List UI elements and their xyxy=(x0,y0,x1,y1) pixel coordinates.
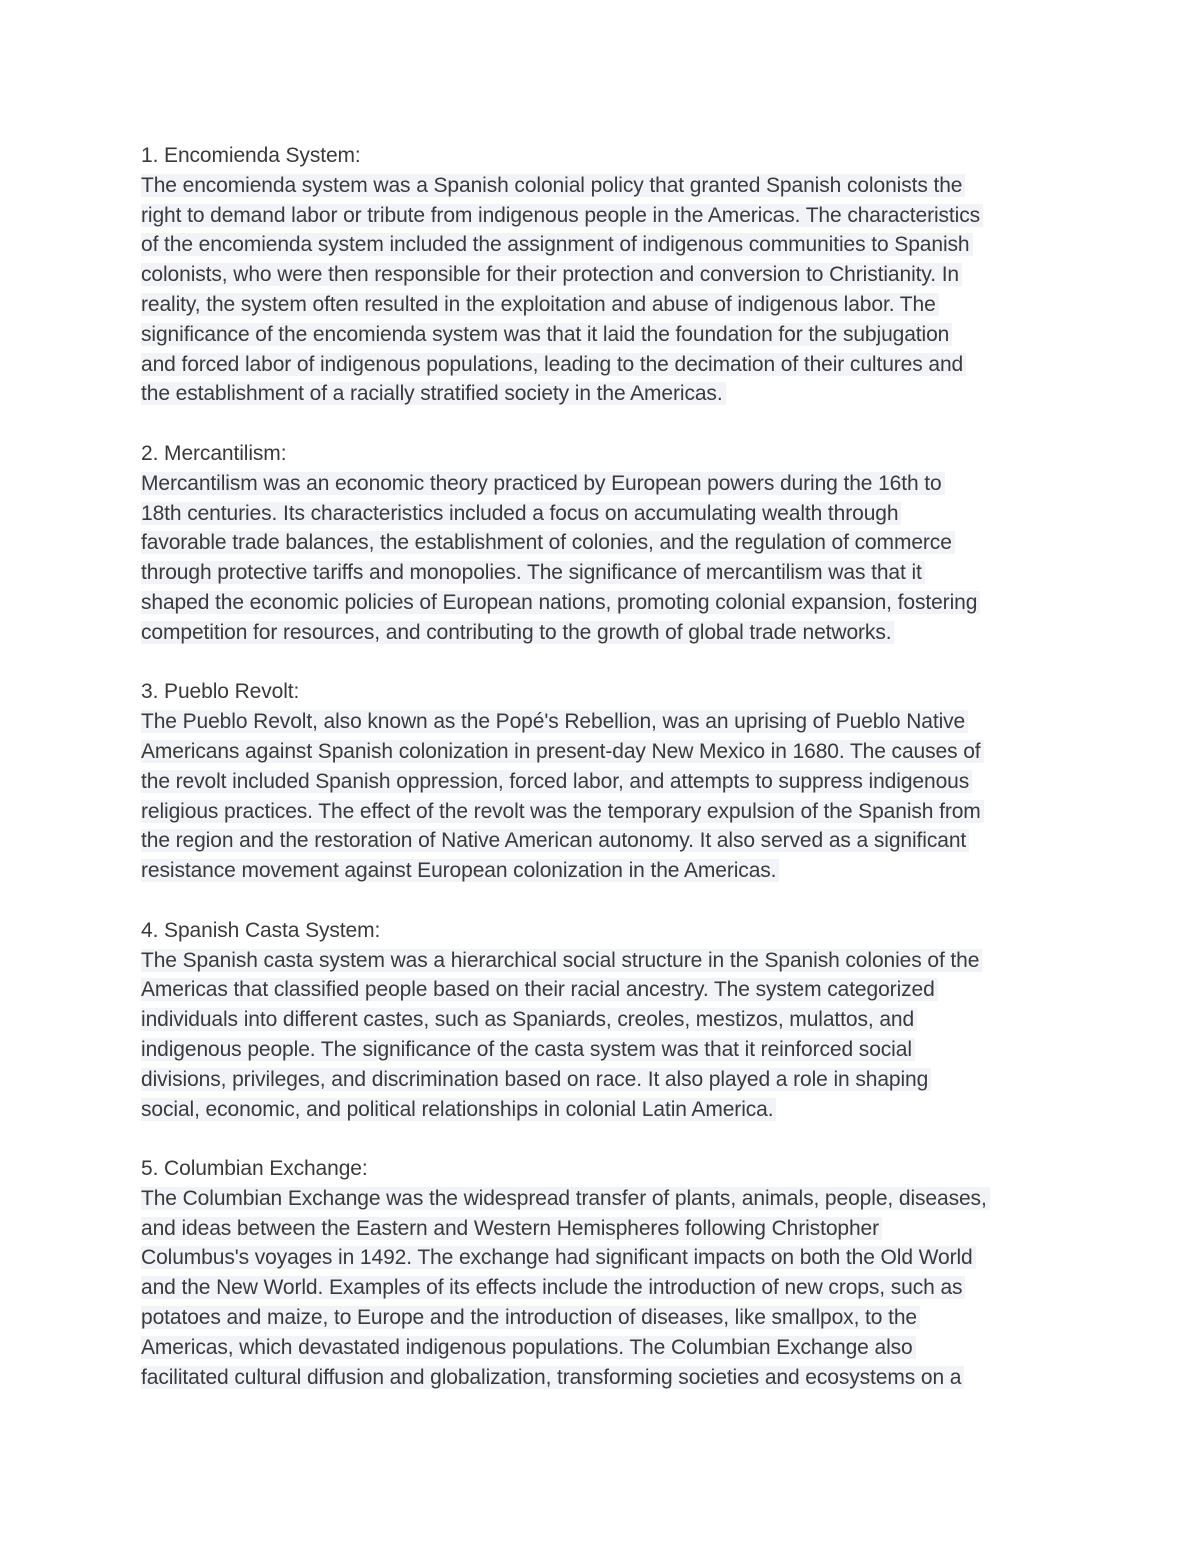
paragraph-line: individuals into different castes, such as Spaniards, creoles, mestizos, mulattos, and xyxy=(141,1005,1071,1035)
paragraph-line: and forced labor of indigenous populations, leading to the decimation of their cultures and xyxy=(141,350,1071,380)
paragraph-line: social, economic, and political relationships in colonial Latin America. xyxy=(141,1095,1071,1125)
paragraph-line: shaped the economic policies of European nations, promoting colonial expansion, fostering xyxy=(141,588,1071,618)
section-heading: 2. Mercantilism: xyxy=(141,441,287,465)
section-heading: 5. Columbian Exchange: xyxy=(141,1157,368,1181)
section-casta-system xyxy=(141,916,1071,1125)
document-page xyxy=(141,141,1071,1422)
paragraph-line: the region and the restoration of Native American autonomy. It also served as a significant xyxy=(141,826,1071,856)
paragraph-line: 18th centuries. Its characteristics included a focus on accumulating wealth through xyxy=(141,499,1071,529)
section-columbian-exchange xyxy=(141,1154,1071,1392)
paragraph-line: reality, the system often resulted in the exploitation and abuse of indigenous labor. The xyxy=(141,290,1071,320)
paragraph-line: colonists, who were then responsible for their protection and conversion to Christianity. In xyxy=(141,260,1071,290)
section-heading: 1. Encomienda System: xyxy=(141,144,361,167)
paragraph-line: of the encomienda system included the assignment of indigenous communities to Spanish xyxy=(141,230,1071,260)
paragraph-line: indigenous people. The significance of the casta system was that it reinforced social xyxy=(141,1035,1071,1065)
paragraph-line: competition for resources, and contributing to the growth of global trade networks. xyxy=(141,618,1071,648)
paragraph-line: The encomienda system was a Spanish colonial policy that granted Spanish colonists the xyxy=(141,171,1071,201)
paragraph-line: The Spanish casta system was a hierarchical social structure in the Spanish colonies of the xyxy=(141,946,1071,976)
paragraph-line: Americans against Spanish colonization in present-day New Mexico in 1680. The causes of xyxy=(141,737,1071,767)
paragraph-line: and ideas between the Eastern and Western Hemispheres following Christopher xyxy=(141,1214,1071,1244)
paragraph-line: potatoes and maize, to Europe and the introduction of diseases, like smallpox, to the xyxy=(141,1303,1071,1333)
paragraph-line: right to demand labor or tribute from indigenous people in the Americas. The characteristics xyxy=(141,201,1071,231)
section-mercantilism xyxy=(141,439,1071,648)
paragraph-line: resistance movement against European colonization in the Americas. xyxy=(141,856,1071,886)
paragraph-line: the establishment of a racially stratified society in the Americas. xyxy=(141,379,1071,409)
section-encomienda xyxy=(141,141,1071,409)
paragraph-line: The Columbian Exchange was the widespread transfer of plants, animals, people, diseases, xyxy=(141,1184,1071,1214)
paragraph-line: Mercantilism was an economic theory practiced by European powers during the 16th to xyxy=(141,469,1071,499)
section-heading: 3. Pueblo Revolt: xyxy=(141,680,300,704)
paragraph-line: through protective tariffs and monopolies. The significance of mercantilism was that it xyxy=(141,558,1071,588)
paragraph-line: and the New World. Examples of its effects include the introduction of new crops, such as xyxy=(141,1273,1071,1303)
paragraph-line: divisions, privileges, and discrimination based on race. It also played a role in shaping xyxy=(141,1065,1071,1095)
section-heading: 4. Spanish Casta System: xyxy=(141,918,381,942)
paragraph-line: favorable trade balances, the establishment of colonies, and the regulation of commerce xyxy=(141,528,1071,558)
paragraph-line: Americas, which devastated indigenous populations. The Columbian Exchange also xyxy=(141,1333,1071,1363)
paragraph-line: Columbus's voyages in 1492. The exchange had significant impacts on both the Old World xyxy=(141,1243,1071,1273)
paragraph-line: facilitated cultural diffusion and globalization, transforming societies and ecosystems on a xyxy=(141,1363,1071,1393)
paragraph-line: the revolt included Spanish oppression, forced labor, and attempts to suppress indigenous xyxy=(141,767,1071,797)
paragraph-line: The Pueblo Revolt, also known as the Popé's Rebellion, was an uprising of Pueblo Native xyxy=(141,707,1071,737)
section-pueblo-revolt xyxy=(141,677,1071,886)
paragraph-line: Americas that classified people based on their racial ancestry. The system categorized xyxy=(141,975,1071,1005)
paragraph-line: religious practices. The effect of the revolt was the temporary expulsion of the Spanish from xyxy=(141,797,1071,827)
paragraph-line: significance of the encomienda system was that it laid the foundation for the subjugation xyxy=(141,320,1071,350)
